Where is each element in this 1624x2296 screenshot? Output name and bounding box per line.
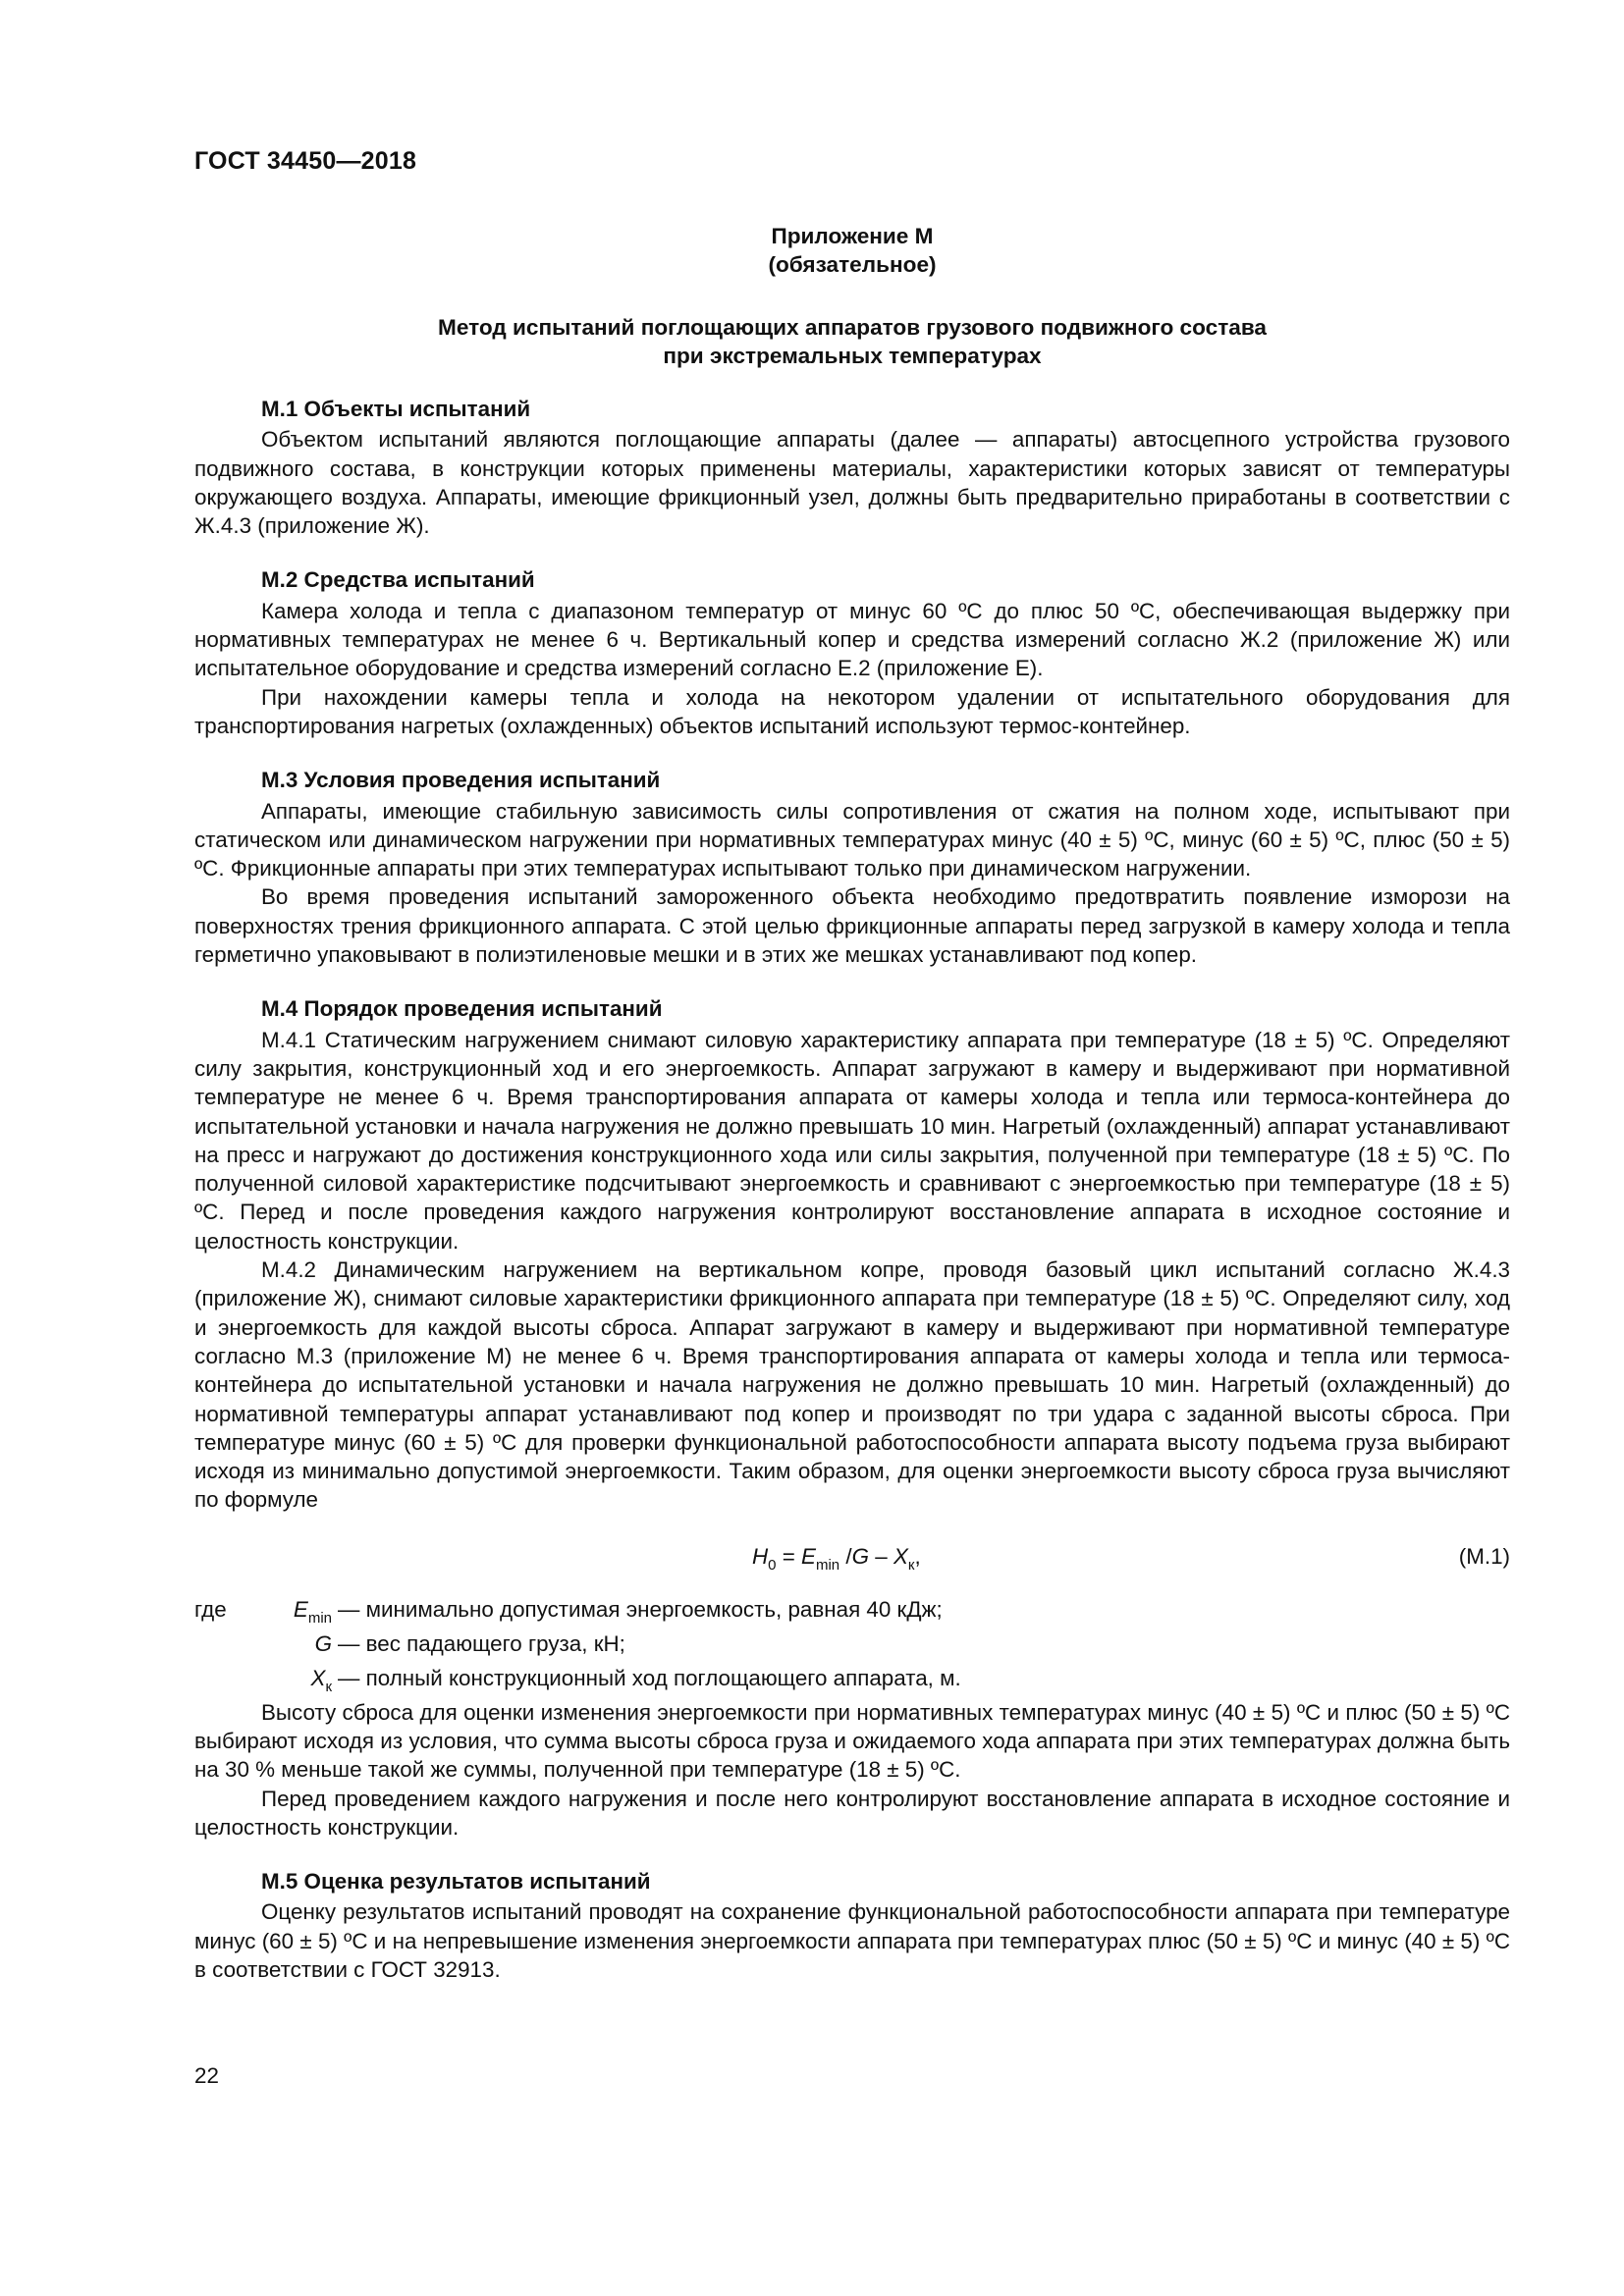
legend-symbol-letter: G <box>314 1630 332 1656</box>
appendix-title-line-2: при экстремальных температурах <box>663 344 1042 368</box>
formula-legend <box>194 1595 1510 1698</box>
legend-description: — полный конструкционный ход поглощающего аппарата, м. <box>338 1665 961 1690</box>
formula-e-sub: min <box>815 1556 840 1574</box>
section-heading-m5: М.5 Оценка результатов испытаний <box>261 1869 651 1895</box>
formula-e: E <box>801 1543 816 1569</box>
section-m2-paragraph-2: При нахождении камеры тепла и холода на некотором удалении от испытательного оборудования для транспортирования нагретых (охлажденных) объектов испытаний используют термос-контейнер. <box>194 684 1510 738</box>
legend-symbol-sub: min <box>307 1609 332 1627</box>
formula-equals: = <box>776 1543 802 1569</box>
section-m3-paragraph-1: Аппараты, имеющие стабильную зависимость силы сопротивления от сжатия на полном ходе, испытывают при статическом или динамическом нагружении при нормативных температурах минус (40 ± 5) ºС, минус (60 ± 5) ºС, плюс (50 ± 5) ºС. Фрикционные аппараты при этих температурах испытывают только при динамическом нагружении. <box>194 798 1510 881</box>
formula-expression <box>752 1542 921 1574</box>
section-m2-paragraph-1: Камера холода и тепла с диапазоном температур от минус 60 ºС до плюс 50 ºС, обеспечивающая выдержку при нормативных температурах не менее 6 ч. Вертикальный копер и средства измерений согласно Ж.2 (приложение Ж) или испытательное оборудование и средства измерений согласно Е.2 (приложение Е). <box>194 598 1510 681</box>
legend-symbol <box>242 1595 338 1627</box>
section-heading-m3: М.3 Условия проведения испытаний <box>261 768 661 793</box>
formula-m1 <box>194 1536 1510 1581</box>
legend-description: — вес падающего груза, кН; <box>338 1630 625 1656</box>
legend-description: — минимально допустимая энергоемкость, равная 40 кДж; <box>338 1596 943 1622</box>
legend-row-xk <box>194 1664 1510 1698</box>
document-code: ГОСТ 34450—2018 <box>194 147 417 175</box>
section-m4-paragraph-2: М.4.2 Динамическим нагружением на вертикальном копре, проводя базовый цикл испытаний согласно Ж.4.3 (приложение Ж), снимают силовые характеристики фрикционного аппарата при температуре (18 ± 5) ºС. Определяют силу, ход и энергоемкость для каждой высоты сброса. Аппарат загружают в камеру и выдерживают при нормативной температуре согласно М.3 (приложение М) не менее 6 ч. Время транспортирования аппарата от камеры холода и тепла или термоса-контейнера до испытательной установки и начала нагружения не должно превышать 10 мин. Нагретый (охлажденный) до нормативной температуры аппарат устанавливают под копер и производят по три удара с заданной высоты сброса. При температуре минус (60 ± 5) ºС для проверки функциональной работоспособности аппарата высоту подъема груза выбирают исходя из минимально допустимой энергоемкости. Таким образом, для оценки энергоемкости высоту сброса груза вычисляют по формуле <box>194 1257 1510 1513</box>
section-heading-m4: М.4 Порядок проведения испытаний <box>261 996 663 1022</box>
formula-x: X <box>893 1543 908 1569</box>
page-number: 22 <box>194 2063 219 2088</box>
formula-h-sub: 0 <box>768 1556 777 1574</box>
document-body <box>194 222 1510 1984</box>
legend-symbol <box>242 1629 338 1658</box>
section-m1-paragraph: Объектом испытаний являются поглощающие аппараты (далее — аппараты) автосцепного устройства грузового подвижного состава, в конструкции которых применены материалы, характеристики которых зависят от температуры окружающего воздуха. Аппараты, имеющие фрикционный узел, должны быть предварительно приработаны в соответствии с Ж.4.3 (приложение Ж). <box>194 427 1510 539</box>
appendix-status: (обязательное) <box>768 252 937 277</box>
section-m4-paragraph-4: Перед проведением каждого нагружения и после него контролируют восстановление аппарата в исходное состояние и целостность конструкции. <box>194 1786 1510 1840</box>
appendix-label: Приложение М <box>771 224 934 248</box>
formula-minus: – <box>869 1543 893 1569</box>
legend-symbol-letter: X <box>310 1665 326 1690</box>
formula-number: (М.1) <box>1458 1543 1510 1569</box>
section-heading-m1: М.1 Объекты испытаний <box>261 397 531 421</box>
legend-symbol <box>242 1664 338 1695</box>
legend-symbol-letter: E <box>293 1596 308 1622</box>
formula-tail: , <box>914 1543 921 1569</box>
legend-row-emin <box>194 1595 1510 1629</box>
formula-h: H <box>752 1543 769 1569</box>
section-heading-m2: М.2 Средства испытаний <box>261 567 535 593</box>
section-m4-paragraph-3: Высоту сброса для оценки изменения энергоемкости при нормативных температурах минус (40 ± 5) ºС и плюс (50 ± 5) ºС выбирают исходя из условия, что сумма высоты сброса груза и ожидаемого хода аппарата при этих температурах должна быть на 30 % меньше такой же суммы, полученной при температуре (18 ± 5) ºС. <box>194 1699 1510 1783</box>
section-m4-paragraph-1: М.4.1 Статическим нагружением снимают силовую характеристику аппарата при температуре (18 ± 5) ºС. Определяют силу закрытия, конструкционный ход и его энергоемкость. Аппарат загружают в камеру и выдерживают при нормативной температуре не менее 6 ч. Время транспортирования аппарата от камеры холода и тепла или термоса-контейнера до испытательной установки и начала нагружения не должно превышать 10 мин. Нагретый (охлажденный) аппарат устанавливают на пресс и нагружают до достижения конструкционного хода или силы закрытия, полученной при температуре (18 ± 5) ºС. По полученной силовой характеристике подсчитывают энергоемкость и сравнивают с энергоемкостью при температуре (18 ± 5) ºС. Перед и после проведения каждого нагружения контролируют восстановление аппарата в исходное состояние и целостность конструкции. <box>194 1027 1510 1254</box>
formula-x-sub: к <box>907 1556 915 1574</box>
appendix-title <box>194 313 1510 370</box>
legend-where-word: где <box>194 1596 227 1622</box>
section-m5-paragraph: Оценку результатов испытаний проводят на сохранение функциональной работоспособности аппарата при температуре минус (60 ± 5) ºС и на непревышение изменения энергоемкости аппарата при температурах плюс (50 ± 5) ºС и минус (40 ± 5) ºС в соответствии с ГОСТ 32913. <box>194 1899 1510 1983</box>
formula-slash: / <box>839 1543 852 1569</box>
legend-row-g <box>194 1629 1510 1664</box>
section-m3-paragraph-2: Во время проведения испытаний замороженного объекта необходимо предотвратить появление изморози на поверхностях трения фрикционного аппарата. С этой целью фрикционные аппараты перед загрузкой в камеру холода и тепла герметично упаковывают в полиэтиленовые мешки и в этих же мешках устанавливают под копер. <box>194 884 1510 968</box>
legend-symbol-sub: к <box>325 1678 332 1695</box>
appendix-title-line-1: Метод испытаний поглощающих аппаратов грузового подвижного состава <box>438 315 1267 340</box>
formula-g: G <box>851 1543 870 1569</box>
